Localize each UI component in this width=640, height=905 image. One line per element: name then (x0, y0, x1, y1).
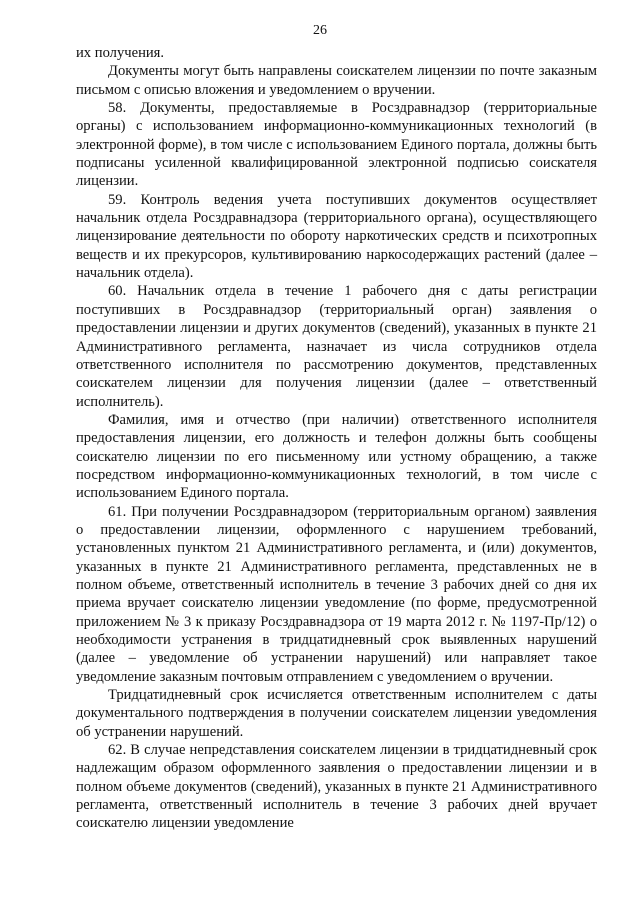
paragraph-continuation: их получения. (76, 45, 165, 61)
paragraph-60: 60. Начальник отдела в течение 1 рабочего дня с даты регистрации поступивших в Росздравнадзор (территориальный орган) заявления о предоставлении лицензии и других документов (сведений), указанных в пункте 21 Административного регламента, назначает из числа сотрудников отдела ответственного исполнителя по рассмотрению документов, представленных соискателем лицензии для получения лицензии (далее – ответственный исполнитель). (76, 283, 597, 410)
page-number: 26 (313, 23, 327, 38)
paragraph-58: 58. Документы, предоставляемые в Росздравнадзор (территориальные органы) с использованием информационно-коммуникационных технологий (в электронной форме), в том числе с использованием Единого портала, должны быть подписаны усиленной квалифицированной электронной подписью соискателя лицензии. (76, 100, 597, 190)
paragraph-thirty-day-term: Тридцатидневный срок исчисляется ответственным исполнителем с даты документального подтверждения в получении соискателем лицензии уведомления об устранении нарушений. (76, 687, 597, 740)
paragraph-61: 61. При получении Росздравнадзором (территориальным органом) заявления о предоставлении лицензии, оформленного с нарушением требований, установленных пунктом 21 Административного регламента, и (или) документов, указанных в пункте 21 Административного регламента, представленных не в полном объеме, ответственный исполнитель в течение 3 рабочих дней со дня их приема вручает соискателю лицензии уведомление (по форме, предусмотренной приложением № 3 к приказу Росздравнадзора от 19 марта 2012 г. № 1197-Пр/12) о необходимости устранения в тридцатидневный срок выявленных нарушений (далее – уведомление об устранении нарушений) или направляет такое уведомление заказным почтовым отправлением с уведомлением о вручении. (76, 503, 597, 685)
paragraph-59: 59. Контроль ведения учета поступивших документов осуществляет начальник отдела Росздравнадзора (территориального органа), осуществляющего лицензирование деятельности по обороту наркотических средств и психотропных веществ и их прекурсоров, культивированию наркосодержащих растений (далее – начальник отдела). (76, 191, 597, 282)
paragraph-62: 62. В случае непредставления соискателем лицензии в тридцатидневный срок надлежащим образом оформленного заявления о предоставлении лицензии и в полном объеме документов (сведений), указанных в пункте 21 Административного регламента, ответственный исполнитель в течение 3 рабочих дней вручает соискателю лицензии уведомление (76, 742, 597, 832)
paragraph-mail-submission: Документы могут быть направлены соискателем лицензии по почте заказным письмом с описью вложения и уведомлением о вручении. (76, 63, 597, 98)
document-body (76, 44, 597, 833)
paragraph-responsible-person: Фамилия, имя и отчество (при наличии) ответственного исполнителя предоставления лицензии, его должность и телефон должны быть сообщены соискателю лицензии по его письменному или устному обращению, а также посредством информационно-коммуникационных технологий, в том числе с использованием Единого портала. (76, 411, 597, 502)
